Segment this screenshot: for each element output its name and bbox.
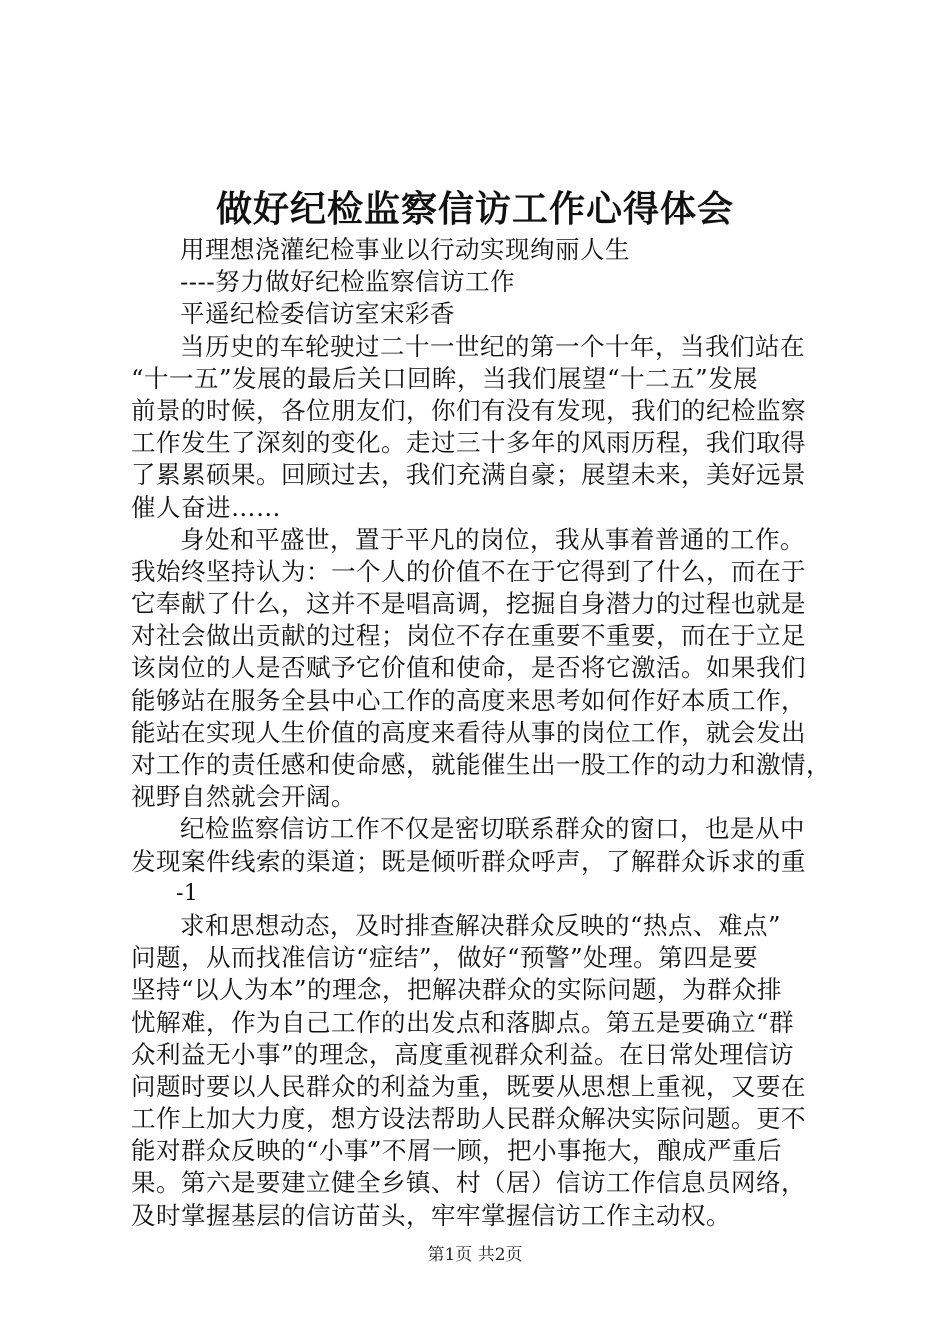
body-line: 我始终坚持认为：一个人的价值不在于它得到了什么，而在于 — [131, 556, 806, 586]
body-line: 视野自然就会开阔。 — [131, 782, 356, 812]
body-line: 问题时要以人民群众的利益为重，既要从思想上重视，又要在 — [131, 1071, 806, 1101]
body-line: 及时掌握基层的信访苗头，牢牢掌握信访工作主动权。 — [131, 1200, 731, 1230]
body-line: 平遥纪检委信访室宋彩香 — [180, 299, 455, 329]
body-line: 工作发生了深刻的变化。走过三十多年的风雨历程，我们取得 — [131, 428, 806, 458]
body-line: 众利益无小事”的理念，高度重视群众利益。在日常处理信访 — [131, 1039, 795, 1069]
body-line: 忧解难，作为自己工作的出发点和落脚点。第五是要确立“群 — [131, 1007, 795, 1037]
body-line: 身处和平盛世，置于平凡的岗位，我从事着普通的工作。 — [180, 524, 805, 554]
body-line: 该岗位的人是否赋予它价值和使命，是否将它激活。如果我们 — [131, 653, 806, 683]
body-line: 当历史的车轮驶过二十一世纪的第一个十年，当我们站在 — [180, 331, 805, 361]
body-line: 能对群众反映的“小事”不屑一顾，把小事拖大，酿成严重后 — [131, 1136, 783, 1166]
body-line: 用理想浇灌纪检事业以行动实现绚丽人生 — [180, 235, 630, 264]
body-line: ----努力做好纪检监察信访工作 — [180, 267, 516, 297]
body-line: 坚持“以人为本”的理念，把解决群众的实际问题，为群众排 — [131, 975, 783, 1005]
body-line: 问题，从而找准信访“症结”，做好“预警”处理。第四是要 — [131, 943, 759, 973]
body-line: 催人奋进…… — [131, 492, 281, 522]
body-line: “十一五”发展的最后关口回眸，当我们展望“十二五”发展 — [131, 363, 759, 393]
body-line: 了累累硕果。回顾过去，我们充满自豪；展望未来，美好远景 — [131, 460, 806, 490]
body-line: 对工作的责任感和使命感，就能催生出一股工作的动力和激情， — [131, 750, 831, 779]
body-line: 纪检监察信访工作不仅是密切联系群众的窗口，也是从中 — [180, 814, 805, 844]
body-line: 发现案件线索的渠道；既是倾听群众呼声，了解群众诉求的重 — [131, 846, 806, 876]
body-line: 它奉献了什么，这并不是唱高调，挖掘自身潜力的过程也就是 — [131, 589, 806, 619]
body-line: 对社会做出贡献的过程；岗位不存在重要不重要，而在于立足 — [131, 621, 806, 651]
body-lines-section-2 — [131, 910, 836, 1232]
page-marker: -1 — [176, 880, 199, 906]
body-line: 前景的时候，各位朋友们，你们有没有发现，我们的纪检监察 — [131, 395, 806, 425]
document-body — [131, 234, 836, 1232]
document-title: 做好纪检监察信访工作心得体会 — [215, 188, 734, 230]
body-line: 果。第六是要建立健全乡镇、村（居）信访工作信息员网络， — [131, 1168, 806, 1198]
body-line: 能站在实现人生价值的高度来看待从事的岗位工作，就会发出 — [131, 717, 806, 747]
body-line: 能够站在服务全县中心工作的高度来思考如何作好本质工作， — [131, 685, 806, 715]
body-line: 工作上加大力度，想方设法帮助人民群众解决实际问题。更不 — [131, 1104, 806, 1134]
body-lines-section-1 — [131, 234, 836, 878]
page-footer: 第1页 共2页 — [427, 1245, 523, 1265]
body-line: 求和思想动态，及时排查解决群众反映的“热点、难点” — [180, 910, 782, 940]
